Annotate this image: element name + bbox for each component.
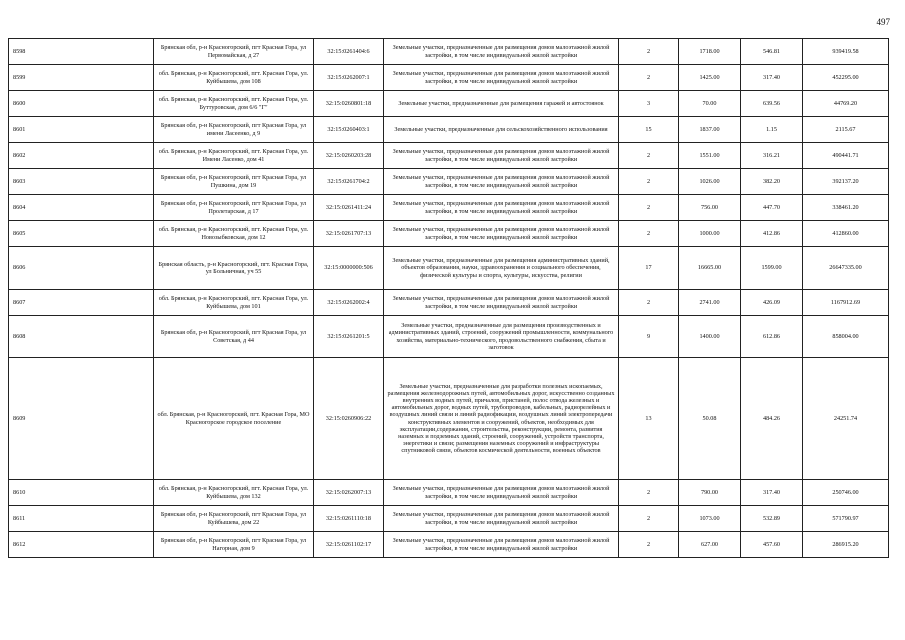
row-number: 8610: [9, 480, 154, 506]
specific-value-cell: 484.26: [741, 358, 803, 480]
usage-group-cell: 2: [619, 506, 679, 532]
cadastral-value-cell: 412860.00: [803, 221, 889, 247]
cadastral-number-cell: 32:15:0261707:13: [314, 221, 384, 247]
land-use-cell: Земельные участки, предназначенные для размещения домов малоэтажной жилой застройки, в том числе индивидуальной жилой застройки: [384, 221, 619, 247]
table-row: [9, 358, 889, 480]
row-number: 8600: [9, 91, 154, 117]
address-cell: Брянская область, р-н Красногорский, пгт. Красная Гора, ул Больничная, уч 55: [154, 247, 314, 290]
cadastral-value-cell: 26647335.00: [803, 247, 889, 290]
land-use-cell: Земельные участки, предназначенные для размещения административных зданий, объектов образования, науки, здравоохранения и социального обеспечения, физической культуры и спорта, культуры, искусства, религии: [384, 247, 619, 290]
area-cell: 16665.00: [679, 247, 741, 290]
usage-group-cell: 15: [619, 117, 679, 143]
specific-value-cell: 382.20: [741, 169, 803, 195]
land-use-cell: Земельные участки, предназначенные для сельскохозяйственного использования: [384, 117, 619, 143]
cadastral-number-cell: 32:15:0260203:28: [314, 143, 384, 169]
land-use-cell: Земельные участки, предназначенные для размещения домов малоэтажной жилой застройки, в том числе индивидуальной жилой застройки: [384, 532, 619, 558]
specific-value-cell: 447.70: [741, 195, 803, 221]
cadastral-value-cell: 571790.97: [803, 506, 889, 532]
land-use-cell: Земельные участки, предназначенные для размещения гаражей и автостоянок: [384, 91, 619, 117]
area-cell: 1400.00: [679, 316, 741, 358]
cadastral-number-cell: 32:15:0000000:506: [314, 247, 384, 290]
usage-group-cell: 2: [619, 195, 679, 221]
address-cell: Брянская обл, р-н Красногорский, пгт Красная Гора, ул Первомайская, д 27: [154, 39, 314, 65]
land-use-cell: Земельные участки, предназначенные для разработки полезных ископаемых, размещения железнодорожных путей, автомобильных дорог, искусственно созданных внутренних водных путей, причалов, пристаней, полос отвода железных и автомобильных дорог, водных путей, трубопроводов, кабельных, радиорелейных и воздушных линий связи и линий радиофикации, воздушных линий электропередачи конструктивных элементов и сооружений, объектов, необходимых для эксплуатации,содержания, строительства, реконструкции, ремонта, развития наземных и подземных зданий, строений, сооружений, устройств транспорта, энергетики и связи; размещения наземных сооружений и инфраструктуры спутниковой связи, объектов космической деятельности, военных объектов: [384, 358, 619, 480]
row-number: 8598: [9, 39, 154, 65]
address-cell: Брянская обл, р-н Красногорский, пгт Красная Гора, ул Нагорная, дом 9: [154, 532, 314, 558]
address-cell: обл. Брянская, р-н Красногорский, пгт. Красная Гора, ул. Новозыбковская, дом 12: [154, 221, 314, 247]
land-use-cell: Земельные участки, предназначенные для размещения домов малоэтажной жилой застройки, в том числе индивидуальной жилой застройки: [384, 506, 619, 532]
row-number: 8607: [9, 290, 154, 316]
specific-value-cell: 317.40: [741, 65, 803, 91]
area-cell: 627.00: [679, 532, 741, 558]
cadastral-value-cell: 44769.20: [803, 91, 889, 117]
area-cell: 1718.00: [679, 39, 741, 65]
area-cell: 1551.00: [679, 143, 741, 169]
cadastral-number-cell: 32:15:0260801:18: [314, 91, 384, 117]
cadastral-number-cell: 32:15:0261201:5: [314, 316, 384, 358]
page-number: 497: [876, 17, 890, 27]
land-use-cell: Земельные участки, предназначенные для размещения домов малоэтажной жилой застройки, в том числе индивидуальной жилой застройки: [384, 143, 619, 169]
area-cell: 1837.00: [679, 117, 741, 143]
cadastral-value-cell: 2115.67: [803, 117, 889, 143]
address-cell: обл. Брянская, р-н Красногорский, пгт. Красная Гора, ул. Куйбышева, дом 132: [154, 480, 314, 506]
address-cell: Брянская обл, р-н Красногорский, пгт Красная Гора, ул Пролетарская, д 17: [154, 195, 314, 221]
land-use-cell: Земельные участки, предназначенные для размещения домов малоэтажной жилой застройки, в том числе индивидуальной жилой застройки: [384, 290, 619, 316]
area-cell: 1026.00: [679, 169, 741, 195]
usage-group-cell: 13: [619, 358, 679, 480]
cadastral-number-cell: 32:15:0262007:13: [314, 480, 384, 506]
row-number: 8601: [9, 117, 154, 143]
area-cell: 1425.00: [679, 65, 741, 91]
cadastral-number-cell: 32:15:0260906:22: [314, 358, 384, 480]
cadastral-value-cell: 939419.58: [803, 39, 889, 65]
usage-group-cell: 2: [619, 221, 679, 247]
table-row: [9, 247, 889, 290]
specific-value-cell: 639.56: [741, 91, 803, 117]
land-use-cell: Земельные участки, предназначенные для размещения домов малоэтажной жилой застройки, в том числе индивидуальной жилой застройки: [384, 169, 619, 195]
area-cell: 2741.00: [679, 290, 741, 316]
table-row: [9, 316, 889, 358]
cadastral-value-cell: 490441.71: [803, 143, 889, 169]
address-cell: Брянская обл, р-н Красногорский, пгт Красная Гора, ул Пушкина, дом 19: [154, 169, 314, 195]
row-number: 8608: [9, 316, 154, 358]
table-row: [9, 143, 889, 169]
specific-value-cell: 532.89: [741, 506, 803, 532]
cadastral-number-cell: 32:15:0261102:17: [314, 532, 384, 558]
table-row: [9, 195, 889, 221]
cadastral-value-cell: 286915.20: [803, 532, 889, 558]
table-row: [9, 91, 889, 117]
usage-group-cell: 2: [619, 480, 679, 506]
land-registry-table: [8, 38, 889, 558]
address-cell: обл. Брянская, р-н Красногорский, пгт. Красная Гора, МО Красногорское городское поселение: [154, 358, 314, 480]
usage-group-cell: 2: [619, 65, 679, 91]
cadastral-value-cell: 392137.20: [803, 169, 889, 195]
table-row: [9, 169, 889, 195]
land-registry-table-container: [8, 38, 888, 558]
row-number: 8612: [9, 532, 154, 558]
address-cell: Брянская обл, р-н Красногорский, пгт Красная Гора, ул Куйбышева, дом 22: [154, 506, 314, 532]
cadastral-number-cell: 32:15:0262007:1: [314, 65, 384, 91]
specific-value-cell: 316.21: [741, 143, 803, 169]
specific-value-cell: 412.86: [741, 221, 803, 247]
area-cell: 50.08: [679, 358, 741, 480]
land-use-cell: Земельные участки, предназначенные для размещения домов малоэтажной жилой застройки, в том числе индивидуальной жилой застройки: [384, 480, 619, 506]
usage-group-cell: 2: [619, 169, 679, 195]
cadastral-value-cell: 858004.00: [803, 316, 889, 358]
usage-group-cell: 2: [619, 532, 679, 558]
row-number: 8603: [9, 169, 154, 195]
address-cell: обл. Брянская, р-н Красногорский, пгт. Красная Гора, ул. Куйбышева, дом 108: [154, 65, 314, 91]
specific-value-cell: 457.60: [741, 532, 803, 558]
cadastral-number-cell: 32:15:0261110:18: [314, 506, 384, 532]
table-row: [9, 221, 889, 247]
cadastral-value-cell: 24251.74: [803, 358, 889, 480]
row-number: 8611: [9, 506, 154, 532]
row-number: 8599: [9, 65, 154, 91]
area-cell: 1073.00: [679, 506, 741, 532]
land-use-cell: Земельные участки, предназначенные для размещения домов малоэтажной жилой застройки, в том числе индивидуальной жилой застройки: [384, 195, 619, 221]
land-use-cell: Земельные участки, предназначенные для размещения производственных и административных зданий, строений, сооружений промышленности, коммунального хозяйства, материально-технического, продовольственного снабжения, сбыта и заготовок: [384, 316, 619, 358]
address-cell: Брянская обл, р-н Красногорский, пгт Красная Гора, ул имени Ласеенко, д 9: [154, 117, 314, 143]
usage-group-cell: 17: [619, 247, 679, 290]
cadastral-number-cell: 32:15:0261704:2: [314, 169, 384, 195]
usage-group-cell: 3: [619, 91, 679, 117]
specific-value-cell: 612.86: [741, 316, 803, 358]
specific-value-cell: 426.09: [741, 290, 803, 316]
cadastral-value-cell: 338461.20: [803, 195, 889, 221]
table-row: [9, 117, 889, 143]
address-cell: обл. Брянская, р-н Красногорский, пгт. Красная Гора, ул. Буттуровская, дом 6/6 "Г": [154, 91, 314, 117]
address-cell: Брянская обл, р-н Красногорский, пгт Красная Гора, ул Советская, д 44: [154, 316, 314, 358]
row-number: 8602: [9, 143, 154, 169]
usage-group-cell: 9: [619, 316, 679, 358]
specific-value-cell: 546.81: [741, 39, 803, 65]
cadastral-value-cell: 452295.00: [803, 65, 889, 91]
usage-group-cell: 2: [619, 290, 679, 316]
table-row: [9, 532, 889, 558]
area-cell: 70.00: [679, 91, 741, 117]
row-number: 8609: [9, 358, 154, 480]
area-cell: 790.00: [679, 480, 741, 506]
row-number: 8606: [9, 247, 154, 290]
cadastral-value-cell: 1167912.69: [803, 290, 889, 316]
address-cell: обл. Брянская, р-н Красногорский, пгт. Красная Гора, ул. Куйбышева, дом 101: [154, 290, 314, 316]
cadastral-number-cell: 32:15:0262002:4: [314, 290, 384, 316]
cadastral-number-cell: 32:15:0261404:6: [314, 39, 384, 65]
cadastral-value-cell: 250746.00: [803, 480, 889, 506]
row-number: 8604: [9, 195, 154, 221]
table-row: [9, 39, 889, 65]
cadastral-number-cell: 32:15:0260403:1: [314, 117, 384, 143]
table-row: [9, 65, 889, 91]
table-row: [9, 480, 889, 506]
usage-group-cell: 2: [619, 143, 679, 169]
area-cell: 756.00: [679, 195, 741, 221]
specific-value-cell: 1599.00: [741, 247, 803, 290]
area-cell: 1000.00: [679, 221, 741, 247]
land-use-cell: Земельные участки, предназначенные для размещения домов малоэтажной жилой застройки, в том числе индивидуальной жилой застройки: [384, 39, 619, 65]
address-cell: обл. Брянская, р-н Красногорский, пгт. Красная Гора, ул. Имени Ласенко, дом 41: [154, 143, 314, 169]
specific-value-cell: 1.15: [741, 117, 803, 143]
specific-value-cell: 317.40: [741, 480, 803, 506]
land-use-cell: Земельные участки, предназначенные для размещения домов малоэтажной жилой застройки, в том числе индивидуальной жилой застройки: [384, 65, 619, 91]
table-row: [9, 290, 889, 316]
row-number: 8605: [9, 221, 154, 247]
usage-group-cell: 2: [619, 39, 679, 65]
table-row: [9, 506, 889, 532]
cadastral-number-cell: 32:15:0261411:24: [314, 195, 384, 221]
